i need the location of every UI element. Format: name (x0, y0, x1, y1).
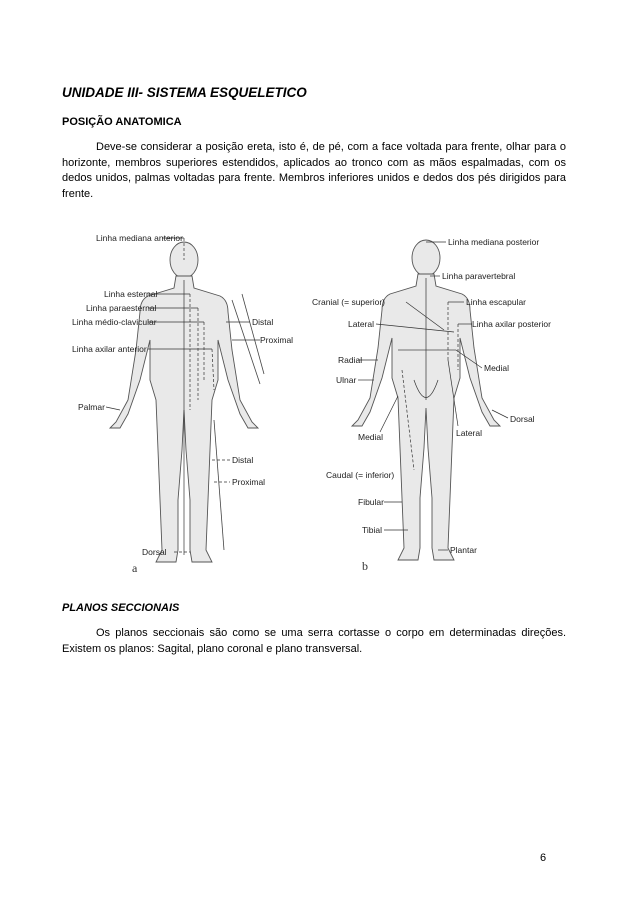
figure-letter-a: a (132, 561, 138, 575)
label-linha-mediana-anterior: Linha mediana anterior (96, 233, 183, 243)
label-lateral-lower: Lateral (456, 428, 482, 438)
label-linha-paravertebral: Linha paravertebral (442, 271, 516, 281)
paragraph-planos-seccionais: Os planos seccionais são como se uma serra cortasse o corpo em determinadas direções. Existem os planos: Sagital, plano coronal e plano transversal. (62, 627, 566, 655)
label-linha-escapular: Linha escapular (466, 297, 527, 307)
label-ulnar: Ulnar (336, 375, 357, 385)
label-linha-esternal: Linha esternal (104, 289, 158, 299)
label-proximal-lower: Proximal (232, 477, 266, 487)
label-cranial: Cranial (= superior) (312, 297, 385, 307)
label-linha-paraesternal: Linha paraesternal (86, 303, 157, 313)
label-fibular: Fibular (358, 497, 384, 507)
anatomical-position-figure (62, 200, 562, 580)
label-linha-axilar-posterior: Linha axilar posterior (472, 319, 551, 329)
label-linha-mediana-posterior: Linha mediana posterior (448, 237, 540, 247)
page-number: 6 (540, 852, 547, 864)
label-tibial: Tibial (362, 525, 382, 535)
label-distal-lower: Distal (232, 455, 254, 465)
label-dorsal-posterior: Dorsal (510, 414, 535, 424)
label-linha-axilar-anterior: Linha axilar anterior (72, 344, 147, 354)
page-title: UNIDADE III- SISTEMA ESQUELETICO (62, 85, 307, 100)
paragraph-posicao-anatomica: Deve-se considerar a posição ereta, isto é, de pé, com a face voltada para frente, olhar para o horizonte, membros superiores estendidos, aplicados ao tronco com as mãos espalmadas, com os dedos unidos, palmas voltadas para frente. Membros inferiores unidos e dedos dos pés dirigidos para frente. (62, 141, 566, 200)
section-heading-planos-seccionais: PLANOS SECCIONAIS (62, 602, 180, 614)
label-medial-lower: Medial (358, 432, 384, 442)
label-medial-right: Medial (484, 363, 510, 373)
label-distal-upper: Distal (252, 317, 274, 327)
label-plantar: Plantar (450, 545, 477, 555)
label-caudal: Caudal (= inferior) (326, 470, 395, 480)
section-heading-posicao-anatomica: POSIÇÃO ANATOMICA (62, 116, 182, 128)
label-lateral-upper: Lateral (348, 319, 374, 329)
figure-letter-b: b (362, 559, 368, 573)
label-palmar: Palmar (78, 402, 105, 412)
label-proximal-upper: Proximal (260, 335, 294, 345)
label-radial: Radial (338, 355, 363, 365)
posterior-body-illustration (352, 240, 500, 560)
label-linha-medio-clavicular: Linha médio-clavicular (72, 317, 157, 327)
label-dorsal-anterior: Dorsal (142, 547, 167, 557)
